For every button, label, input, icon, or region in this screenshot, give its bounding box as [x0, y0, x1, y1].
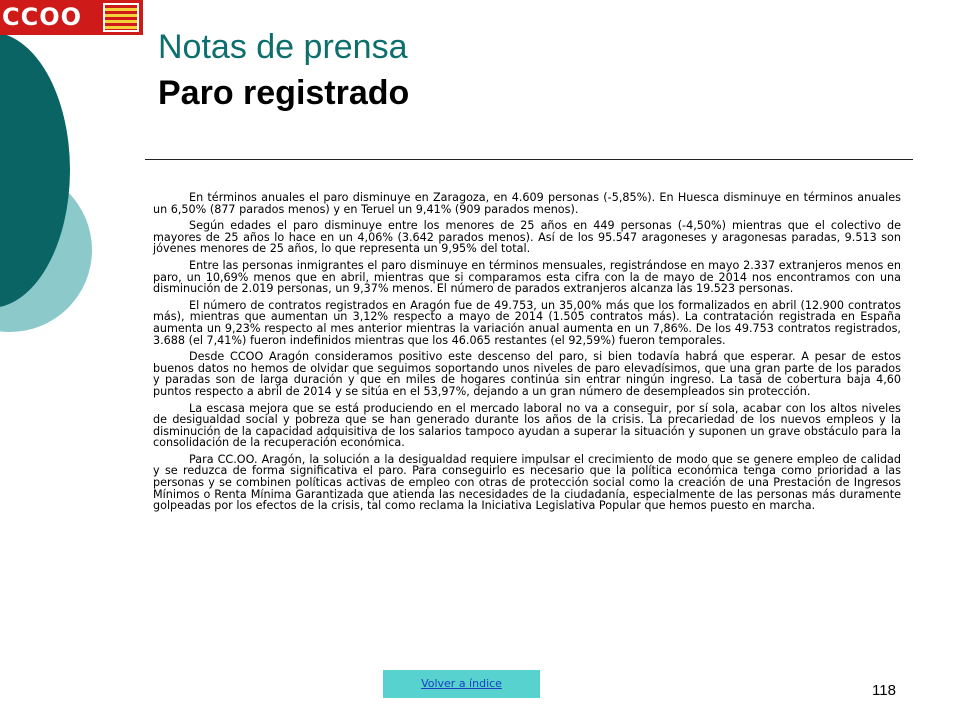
paragraph: El número de contratos registrados en Aragón fue de 49.753, un 35,00% más que los formalizados en abril (12.900 contratos más), mientras que aumentan un 3,12% respecto a mayo de 2014 (1.505 contratos más). La contratación registrada en España aumenta un 9,23% respecto al mes anterior mientras la variación anual aumenta en un 7,86%. De los 49.753 contratos registrados, 3.688 (el 7,41%) fueron indefinidos mientras que los 46.065 restantes (el 92,59%) fueron temporales. [153, 298, 901, 347]
logo-text: CCOO [2, 3, 83, 31]
ccoo-logo [0, 0, 143, 35]
aragon-flag-icon [103, 3, 139, 32]
back-to-index-button[interactable]: Volver a índice [383, 670, 540, 698]
paragraph: Según edades el paro disminuye entre los menores de 25 años en 449 personas (-4,50%) mientras que el colectivo de mayores de 25 años lo hace en un 4,06% (3.642 parados menos). Así de los 95.547 aragoneses y aragonesas paradas, 9.513 son jóvenes menores de 25 años, lo que representa un 9,95% del total. [153, 219, 901, 256]
decorative-shapes [0, 0, 150, 720]
press-release-body [153, 192, 901, 517]
paragraph: Entre las personas inmigrantes el paro disminuye en términos mensuales, registrándose en mayo 2.337 extranjeros menos en paro, un 10,69% menos que en abril, mientras que si comparamos esta cifra con la de mayo de 2014 nos encontramos con una disminución de 2.019 personas, un 9,37% menos. El número de parados extranjeros alcanza las 19.523 personas. [153, 258, 901, 296]
paragraph: La escasa mejora que se está produciendo en el mercado laboral no va a conseguir, por sí sola, acabar con los altos niveles de desigualdad social y pobreza que se han generado durante los años de la crisis. La precariedad de los nuevos empleos y la disminución de la capacidad adquisitiva de los salarios tampoco ayudan a superar la situación y suponen un grave obstáculo para la consolidación de la recuperación económica. [153, 401, 901, 450]
paragraph: Para CC.OO. Aragón, la solución a la desigualdad requiere impulsar el crecimiento de modo que se genere empleo de calidad y se reduzca de forma significativa el paro. Para conseguirlo es necesario que la política económica tenga como prioridad a las personas y se combinen políticas activas de empleo con otras de protección social como la creación de una Prestación de Ingresos Mínimos o Renta Mínima Garantizada que atienda las necesidades de la ciudadanía, especialmente de las personas más duramente golpeadas por los efectos de la crisis, tal como reclama la Iniciativa Legislativa Popular que hemos puesto en marcha. [153, 452, 901, 513]
paragraph: Desde CCOO Aragón consideramos positivo este descenso del paro, si bien todavía habrá que esperar. A pesar de estos buenos datos no hemos de olvidar que seguimos soportando unos niveles de paro elevadísimos, que una gran parte de los parados y paradas son de larga duración y que en miles de hogares continúa sin entrar ningún ingreso. La tasa de cobertura baja 4,60 puntos respecto a abril de 2014 y se sitúa en el 53,97%, dejando a un gran número de desempleados sin protección. [153, 350, 901, 398]
page-number: 118 [872, 682, 896, 699]
page-title: Notas de prensa [158, 28, 408, 66]
header-divider [145, 159, 913, 160]
page-subtitle: Paro registrado [158, 74, 410, 112]
paragraph: En términos anuales el paro disminuye en Zaragoza, en 4.609 personas (-5,85%). En Huesca disminuye en términos anuales un 6,50% (877 parados menos) y en Teruel un 9,41% (909 parados menos). [153, 191, 901, 216]
teal-circles-graphic [0, 0, 150, 720]
